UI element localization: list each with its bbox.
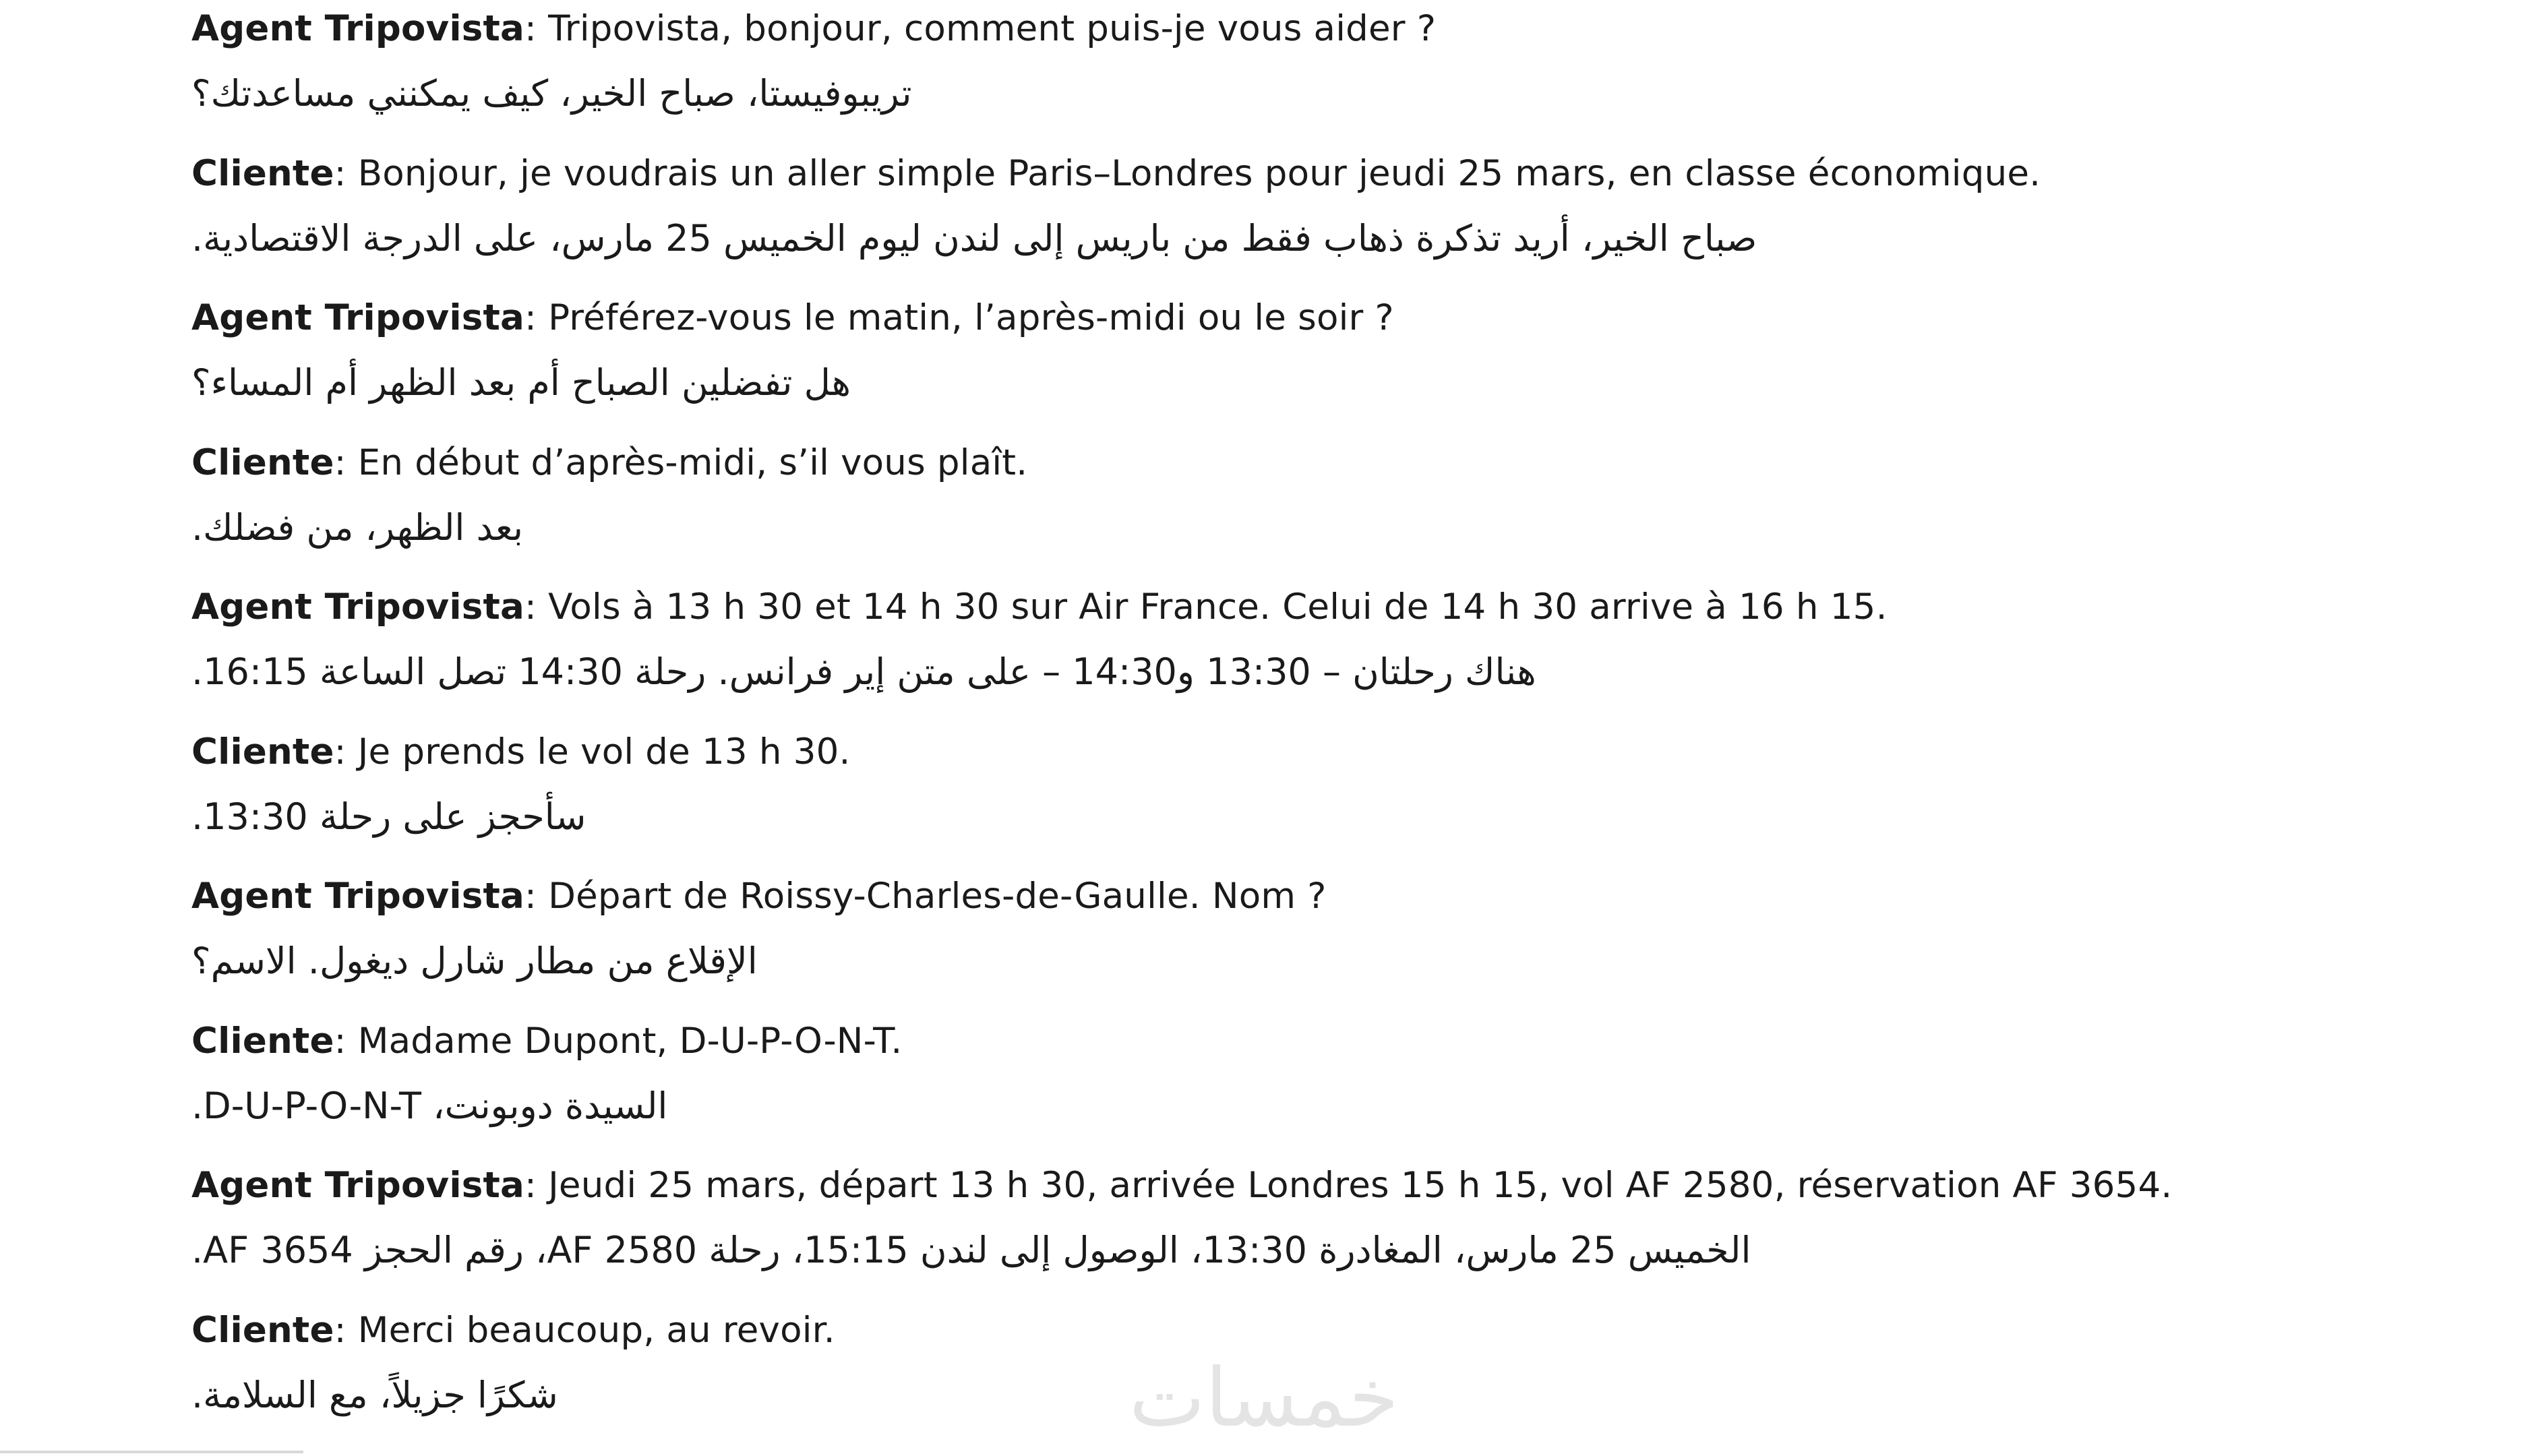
arabic-translation: شكرًا جزيلاً، مع السلامة. [191, 1373, 558, 1416]
french-text: : Tripovista, bonjour, comment puis-je vous aider ? [524, 8, 1437, 49]
arabic-translation: سأحجز على رحلة 13:30. [191, 795, 586, 838]
arabic-translation: هناك رحلتان – 13:30 و14:30 – على متن إير فرانس. رحلة 14:30 تصل الساعة 16:15. [191, 650, 1536, 693]
arabic-translation: بعد الظهر، من فضلك. [191, 506, 524, 549]
arabic-translation: صباح الخير، أريد تذكرة ذهاب فقط من باريس إلى لندن ليوم الخميس 25 مارس، على الدرجة الاقتصادية. [191, 216, 1757, 260]
arabic-translation: هل تفضلين الصباح أم بعد الظهر أم المساء؟ [191, 361, 851, 404]
french-line [191, 5, 1436, 53]
dialogue-exchange [191, 873, 2483, 1018]
speaker-name: Cliente [191, 442, 334, 483]
french-line [191, 729, 851, 776]
french-text: : Madame Dupont, D-U-P-O-N-T. [334, 1020, 903, 1062]
speaker-name: Agent Tripovista [191, 876, 524, 917]
french-text: : Départ de Roissy-Charles-de-Gaulle. Nom ? [524, 876, 1327, 917]
french-line [191, 1162, 2172, 1209]
dialogue-exchange [191, 150, 2483, 295]
french-text: : Préférez-vous le matin, l’après-midi ou le soir ? [524, 297, 1394, 338]
dialogue-exchange [191, 1018, 2483, 1163]
dialogue-exchange [191, 439, 2483, 584]
french-text: : Merci beaucoup, au revoir. [334, 1309, 835, 1351]
arabic-translation: تريبوفيستا، صباح الخير، كيف يمكنني مساعدتك؟ [191, 72, 912, 115]
dialogue-exchange [191, 729, 2483, 874]
french-line [191, 873, 1327, 920]
french-text: : Bonjour, je voudrais un aller simple Paris–Londres pour jeudi 25 mars, en classe économique. [334, 152, 2041, 194]
dialogue-exchange [191, 295, 2483, 439]
dialogue-exchange [191, 584, 2483, 729]
french-text: : En début d’après-midi, s’il vous plaît. [334, 442, 1028, 483]
khamsat-watermark: خمسات [1128, 1352, 1399, 1445]
arabic-translation: السيدة دوبونت، D-U-P-O-N-T. [191, 1084, 668, 1127]
arabic-translation: الخميس 25 مارس، المغادرة 13:30، الوصول إلى لندن 15:15، رحلة AF 2580، رقم الحجز AF 3654. [191, 1229, 1751, 1271]
french-text: : Vols à 13 h 30 et 14 h 30 sur Air France. Celui de 14 h 30 arrive à 16 h 15. [524, 586, 1888, 628]
bottom-divider [0, 1451, 303, 1453]
arabic-translation: الإقلاع من مطار شارل ديغول. الاسم؟ [191, 940, 758, 982]
speaker-name: Cliente [191, 731, 334, 772]
french-line [191, 1018, 902, 1065]
french-line [191, 584, 1888, 631]
french-line [191, 439, 1027, 487]
dialogue-transcript [191, 5, 2483, 1451]
dialogue-exchange [191, 1162, 2483, 1307]
speaker-name: Cliente [191, 152, 334, 194]
speaker-name: Agent Tripovista [191, 1165, 524, 1206]
speaker-name: Cliente [191, 1309, 334, 1351]
speaker-name: Agent Tripovista [191, 297, 524, 338]
french-text: : Je prends le vol de 13 h 30. [334, 731, 851, 772]
french-line [191, 1307, 835, 1354]
french-line [191, 150, 2041, 198]
french-text: : Jeudi 25 mars, départ 13 h 30, arrivée Londres 15 h 15, vol AF 2580, réservation AF 3654. [524, 1165, 2173, 1206]
speaker-name: Agent Tripovista [191, 8, 524, 49]
speaker-name: Agent Tripovista [191, 586, 524, 628]
speaker-name: Cliente [191, 1020, 334, 1062]
dialogue-exchange [191, 5, 2483, 150]
french-line [191, 295, 1394, 342]
